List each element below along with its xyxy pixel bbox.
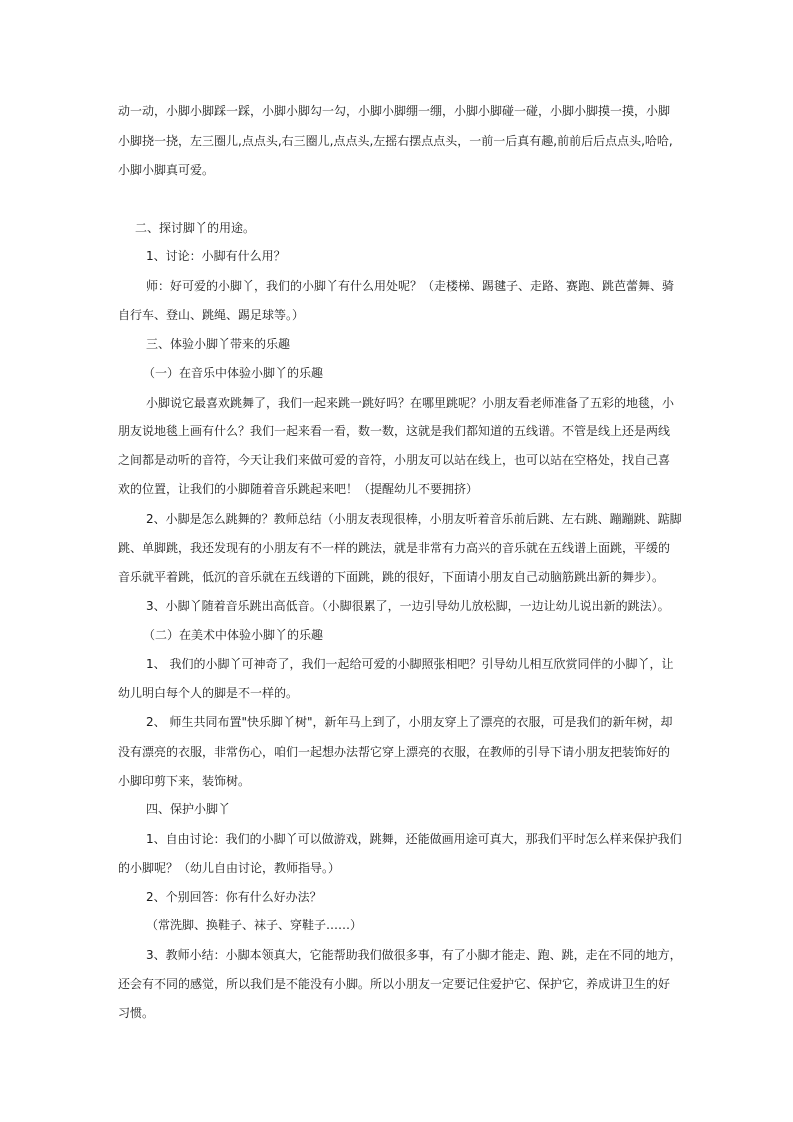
paragraph-line: 之间都是动听的音符，今天让我们来做可爱的音符，小朋友可以站在线上，也可以站在空格处，找自己喜 (118, 453, 671, 467)
paragraph-line: 朋友说地毯上画有什么？我们一起来看一看，数一数，这就是我们都知道的五线谱。不管是线上还是两线 (118, 424, 671, 438)
paragraph-line: （常洗脚、换鞋子、袜子、穿鞋子……） (146, 918, 363, 932)
subsection-heading-music: （一）在音乐中体验小脚丫的乐趣 (143, 366, 324, 380)
discussion-question: 1、讨论：小脚有什么用？ (146, 249, 286, 263)
paragraph-line: 3、教师小结：小脚本领真大，它能帮助我们做很多事，有了小脚才能走、跑、跳，走在不同的地方， (146, 948, 682, 962)
paragraph-line: 自行车、登山、跳绳、踢足球等。） (118, 308, 305, 322)
subsection-heading-art: （二）在美术中体验小脚丫的乐趣 (143, 628, 324, 642)
paragraph-line: 2、小脚是怎么跳舞的？教师总结（小朋友表现很棒，小朋友听着音乐前后跳、左右跳、蹦蹦跳、踮脚 (146, 512, 682, 526)
paragraph-line: 小脚印剪下来，装饰树。 (118, 774, 251, 788)
paragraph-line: 欢的位置，让我们的小脚随着音乐跳起来吧！（提醒幼儿不要拥挤） (118, 482, 479, 496)
paragraph-line: 没有漂亮的衣服，非常伤心，咱们一起想办法帮它穿上漂亮的衣服，在教师的引导下请小朋友把装饰好的 (118, 745, 671, 759)
paragraph-line: 师：好可爱的小脚丫，我们的小脚丫有什么用处呢？（走楼梯、踢毽子、走路、赛跑、跳芭蕾舞、骑 (146, 279, 675, 293)
paragraph-line: 习惯。 (118, 1006, 155, 1020)
paragraph-line: 小脚小脚真可爱。 (118, 163, 215, 177)
paragraph-line: 1、 我们的小脚丫可神奇了，我们一起给可爱的小脚照张相吧？引导幼儿相互欣赏同伴的小脚丫，让 (146, 657, 674, 671)
paragraph-line: 的小脚呢？（幼儿自由讨论，教师指导。） (118, 861, 341, 875)
paragraph-line: 还会有不同的感觉，所以我们是不能没有小脚。所以小朋友一定要记住爱护它、保护它，养成讲卫生的好 (118, 977, 671, 991)
paragraph-line: 2、 师生共同布置"快乐脚丫树"，新年马上到了，小朋友穿上了漂亮的衣服，可是我们的新年树，却 (146, 715, 673, 729)
paragraph-line: 小脚挠一挠，左三圈儿,点点头,右三圈儿,点点头,左摇右摆点点头，一前一后真有趣,前前后后点点头,哈哈, (118, 134, 673, 148)
section-heading-4: 四、保护小脚丫 (146, 802, 231, 816)
paragraph-line: 音乐就平着跳，低沉的音乐就在五线谱的下面跳，跳的很好，下面请小朋友自己动脑筋跳出新的舞步）。 (118, 570, 665, 584)
paragraph-line: 小脚说它最喜欢跳舞了，我们一起来跳一跳好吗？在哪里跳呢？小朋友看老师准备了五彩的地毯，小 (146, 396, 675, 410)
paragraph-line: 动一动，小脚小脚踩一踩，小脚小脚勾一勾，小脚小脚绷一绷，小脚小脚碰一碰，小脚小脚摸一摸，小脚 (118, 104, 671, 118)
paragraph-line: 1、自由讨论：我们的小脚丫可以做游戏，跳舞，还能做画用途可真大，那我们平时怎么样来保护我们 (146, 832, 682, 846)
section-heading-3: 三、体验小脚丫带来的乐趣 (146, 337, 291, 351)
paragraph-line: 跳、单脚跳，我还发现有的小朋友有不一样的跳法，就是非常有力高兴的音乐就在五线谱上面跳，平缓的 (118, 541, 671, 555)
section-heading-2: 二、探讨脚丫的用途。 (135, 221, 256, 235)
paragraph-line: 幼儿明白每个人的脚是不一样的。 (118, 686, 299, 700)
paragraph-line: 3、小脚丫随着音乐跳出高低音。（小脚很累了，一边引导幼儿放松脚，一边让幼儿说出新的跳法）。 (146, 599, 670, 613)
paragraph-line: 2、个别回答：你有什么好办法？ (146, 890, 322, 904)
